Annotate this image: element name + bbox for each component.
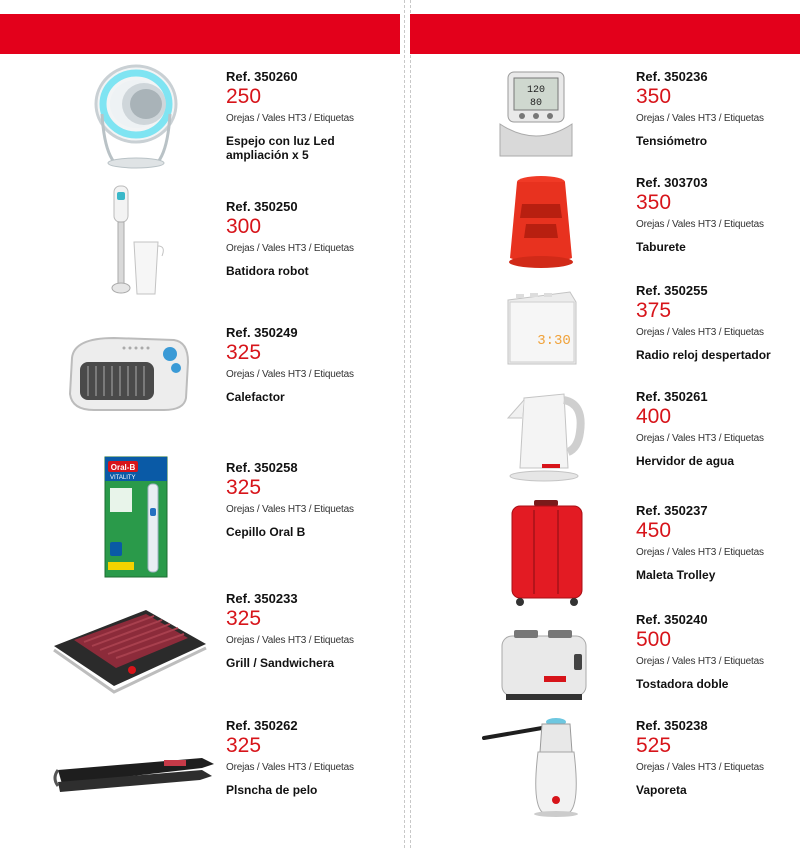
product-points: 400 — [636, 405, 672, 428]
product-points: 350 — [636, 85, 672, 108]
suitcase-icon — [506, 500, 586, 608]
product-points: 350 — [636, 191, 672, 214]
product-ref: Ref. 350249 — [226, 325, 298, 340]
svg-text:80: 80 — [529, 98, 543, 109]
product-card[interactable] — [410, 64, 800, 164]
product-points: 325 — [226, 607, 262, 630]
product-payment: Orejas / Vales HT3 / Etiquetas — [226, 243, 354, 254]
product-ref: Ref. 350261 — [636, 389, 708, 404]
product-payment: Orejas / Vales HT3 / Etiquetas — [226, 369, 354, 380]
product-payment: Orejas / Vales HT3 / Etiquetas — [636, 762, 764, 773]
product-payment: Orejas / Vales HT3 / Etiquetas — [226, 635, 354, 646]
clock-display: 3:30 — [537, 333, 571, 349]
product-payment: Orejas / Vales HT3 / Etiquetas — [226, 762, 354, 773]
product-ref: Ref. 303703 — [636, 175, 708, 190]
product-points: 450 — [636, 519, 672, 542]
steam-cleaner-icon — [480, 712, 590, 818]
product-card[interactable] — [410, 712, 800, 822]
kettle-icon — [502, 388, 586, 484]
product-name: Maleta Trolley — [636, 568, 716, 582]
product-ref: Ref. 350236 — [636, 69, 708, 84]
product-ref: Ref. 350250 — [226, 199, 298, 214]
product-card[interactable] — [410, 496, 800, 610]
product-name: Hervidor de agua — [636, 454, 735, 468]
product-card[interactable] — [410, 386, 800, 486]
hair-straightener-icon — [52, 740, 218, 810]
product-card[interactable] — [0, 318, 400, 418]
product-card[interactable] — [410, 172, 800, 272]
stool-icon — [506, 174, 576, 270]
product-payment: Orejas / Vales HT3 / Etiquetas — [636, 327, 764, 338]
product-card[interactable] — [0, 588, 400, 698]
heater-icon — [64, 328, 194, 418]
product-payment: Orejas / Vales HT3 / Etiquetas — [226, 504, 354, 515]
product-ref: Ref. 350255 — [636, 283, 708, 298]
product-payment: Orejas / Vales HT3 / Etiquetas — [636, 219, 764, 230]
product-name: Grill / Sandwichera — [226, 656, 335, 670]
product-points: 300 — [226, 215, 262, 238]
product-ref: Ref. 350240 — [636, 612, 708, 627]
product-payment: Orejas / Vales HT3 / Etiquetas — [636, 433, 764, 444]
product-points: 375 — [636, 299, 672, 322]
product-payment: Orejas / Vales HT3 / Etiquetas — [636, 113, 764, 124]
product-name: Plsncha de pelo — [226, 783, 318, 797]
column-divider — [404, 0, 405, 848]
toothbrush-line: VITALITY — [110, 475, 136, 481]
product-ref: Ref. 350238 — [636, 718, 708, 733]
product-card[interactable] — [0, 452, 400, 580]
clock-radio-icon — [502, 288, 580, 368]
blood-pressure-icon — [496, 68, 576, 160]
product-payment: Orejas / Vales HT3 / Etiquetas — [636, 656, 764, 667]
product-ref: Ref. 350233 — [226, 591, 298, 606]
product-card[interactable] — [0, 64, 400, 174]
product-ref: Ref. 350262 — [226, 718, 298, 733]
product-ref: Ref. 350237 — [636, 503, 708, 518]
product-points: 500 — [636, 628, 672, 651]
product-points: 325 — [226, 734, 262, 757]
product-card[interactable] — [410, 610, 800, 710]
product-points: 250 — [226, 85, 262, 108]
product-name: Radio reloj despertador — [636, 348, 771, 362]
product-name: Taburete — [636, 240, 686, 254]
product-points: 525 — [636, 734, 672, 757]
product-name: Batidora robot — [226, 264, 309, 278]
product-ref: Ref. 350260 — [226, 69, 298, 84]
product-name: Vaporeta — [636, 783, 687, 797]
grill-icon — [50, 604, 210, 696]
product-card[interactable] — [410, 280, 800, 380]
mirror-icon — [84, 64, 184, 174]
product-name: Espejo con luz Led ampliación x 5 — [226, 134, 335, 162]
toothbrush-brand: Oral-B — [110, 463, 136, 472]
product-payment: Orejas / Vales HT3 / Etiquetas — [226, 113, 354, 124]
product-payment: Orejas / Vales HT3 / Etiquetas — [636, 547, 764, 558]
product-name: Cepillo Oral B — [226, 525, 306, 539]
product-card[interactable] — [0, 182, 400, 300]
product-card[interactable] — [0, 716, 400, 826]
svg-text:120: 120 — [526, 85, 546, 96]
right-column — [410, 0, 800, 848]
product-name: Calefactor — [226, 390, 285, 404]
blender-icon — [100, 182, 170, 300]
product-ref: Ref. 350258 — [226, 460, 298, 475]
product-name: Tostadora doble — [636, 677, 729, 691]
header-band — [410, 14, 800, 54]
product-points: 325 — [226, 476, 262, 499]
product-points: 325 — [226, 341, 262, 364]
toaster-icon — [496, 624, 592, 704]
toothbrush-icon — [104, 456, 168, 578]
product-name: Tensiómetro — [636, 134, 708, 148]
header-band — [0, 14, 400, 54]
